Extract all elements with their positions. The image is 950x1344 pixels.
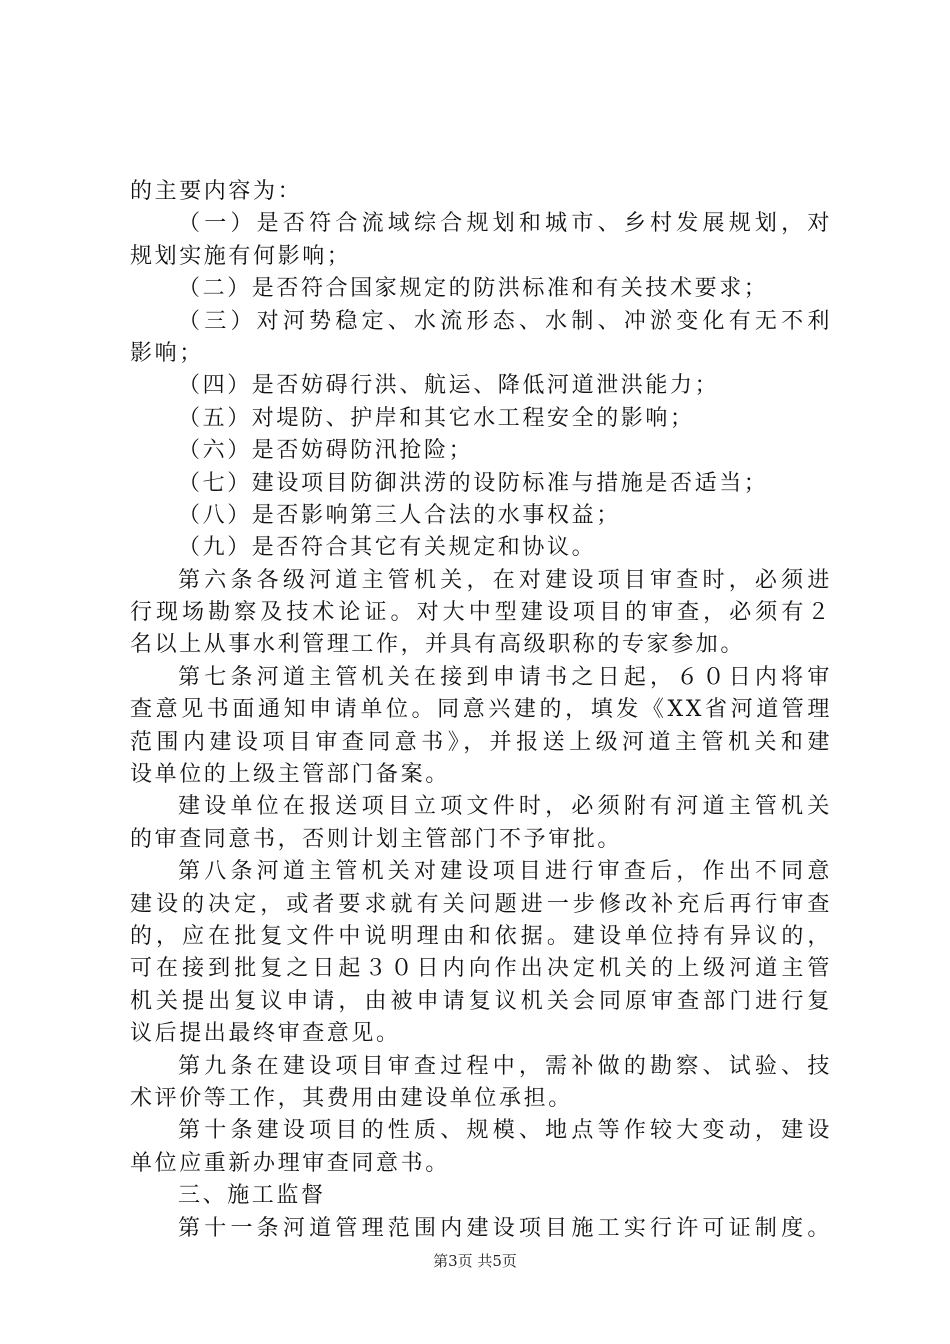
text-line: 第十条建设项目的性质、规模、地点等作较大变动，建设 [178,1118,832,1144]
text-line: （四）是否妨碍行洪、航运、降低河道泄洪能力； [178,373,720,399]
text-line: 的，应在批复文件中说明理由和依据。建设单位持有异议的， [130,923,832,949]
text-line: 可在接到批复之日起３０日内向作出决定机关的上级河道主管 [130,956,832,982]
text-line: 行现场勘察及技术论证。对大中型建设项目的审查，必须有２ [130,600,832,626]
text-line: 名以上从事水利管理工作，并具有高级职称的专家参加。 [130,632,746,658]
text-line: （三）对河势稳定、水流形态、水制、冲淤变化有无不利 [178,308,832,334]
text-line: 第六条各级河道主管机关，在对建设项目审查时，必须进 [178,567,832,593]
text-line: 范围内建设项目审查同意书》，并报送上级河道主管机关和建 [130,729,832,755]
document-body [130,176,832,1245]
text-line: 影响； [130,340,204,366]
text-line: 第九条在建设项目审查过程中，需补做的勘察、试验、技 [178,1053,832,1079]
text-line: 机关提出复议申请，由被申请复议机关会同原审查部门进行复 [130,988,832,1014]
text-line: 建设单位在报送项目立项文件时，必须附有河道主管机关 [178,794,832,820]
text-line: （一）是否符合流域综合规划和城市、乡村发展规划，对 [178,211,832,237]
text-line: 规划实施有何影响； [130,243,352,269]
page-number: 第3页 共5页 [433,1252,517,1270]
section-heading: 三、施工监督 [178,1183,326,1209]
text-line: 议后提出最终审查意见。 [130,1021,401,1047]
text-line: （九）是否符合其它有关规定和协议。 [178,535,597,561]
text-line: 第八条河道主管机关对建设项目进行审查后，作出不同意 [178,859,832,885]
text-line: 第七条河道主管机关在接到申请书之日起，６０日内将审 [178,664,832,690]
text-line: 查意见书面通知申请单位。同意兴建的，填发《XX省河道管理 [130,697,832,723]
text-line: 术评价等工作，其费用由建设单位承担。 [130,1085,573,1111]
text-line: 的主要内容为： [130,179,303,204]
text-line: 的审查同意书，否则计划主管部门不予审批。 [130,826,623,852]
text-line: （七）建设项目防御洪涝的设防标准与措施是否适当； [178,470,769,496]
text-line: （二）是否符合国家规定的防洪标准和有关技术要求； [178,276,769,302]
text-line: 第十一条河道管理范围内建设项目施工实行许可证制度。 [178,1215,832,1241]
text-line: 单位应重新办理审查同意书。 [130,1150,450,1176]
text-line: （六）是否妨碍防汛抢险； [178,438,474,464]
text-line: （五）对堤防、护岸和其它水工程安全的影响； [178,405,695,431]
text-line: 设单位的上级主管部门备案。 [130,762,450,788]
text-line: 建设的决定，或者要求就有关问题进一步修改补充后再行审查 [130,891,832,917]
text-line: （八）是否影响第三人合法的水事权益； [178,502,621,528]
